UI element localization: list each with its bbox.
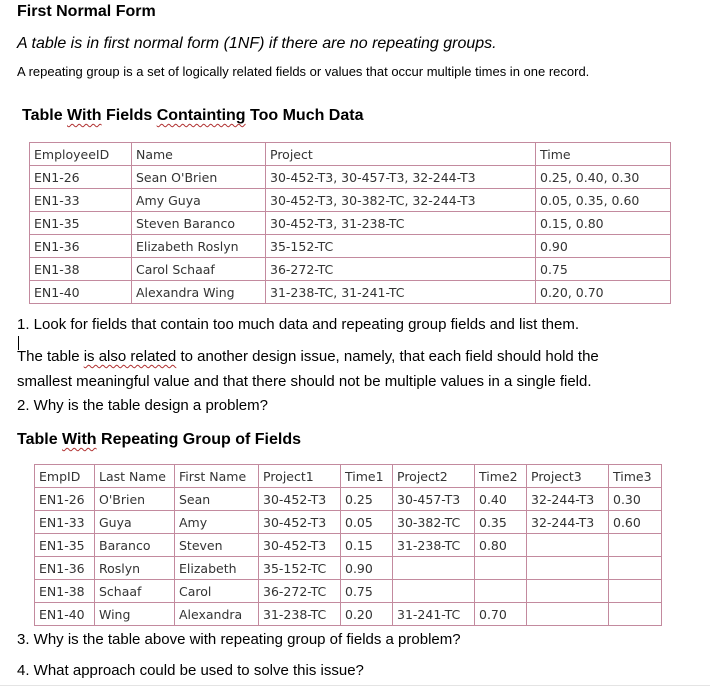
table-cell: 36-272-TC [259, 580, 341, 603]
page-edge-divider [0, 685, 710, 686]
table-header-cell: Time [536, 143, 671, 166]
table-cell: 0.75 [341, 580, 393, 603]
table-row [35, 488, 662, 511]
table-cell: EN1-38 [30, 258, 132, 281]
table-cell [609, 534, 662, 557]
table-header-cell: Project2 [393, 465, 475, 488]
employee-projects-table [29, 142, 671, 304]
table-row [35, 557, 662, 580]
table-cell: 30-452-T3 [259, 488, 341, 511]
table-cell [527, 557, 609, 580]
table-row [30, 189, 671, 212]
table-cell: Steven Baranco [132, 212, 266, 235]
table-cell [609, 557, 662, 580]
table-cell: EN1-33 [30, 189, 132, 212]
table-cell: 31-241-TC [393, 603, 475, 626]
table-cell: 0.15 [341, 534, 393, 557]
table-row [30, 281, 671, 304]
table-cell: Carol Schaaf [132, 258, 266, 281]
table-cell [475, 580, 527, 603]
table-cell: 0.75 [536, 258, 671, 281]
table-header-cell: EmpID [35, 465, 95, 488]
table-cell: 0.70 [475, 603, 527, 626]
heading-text: Table [17, 431, 63, 448]
table-cell: Wing [95, 603, 175, 626]
table-cell: Roslyn [95, 557, 175, 580]
table-header-cell: Project1 [259, 465, 341, 488]
table-header-cell: EmployeeID [30, 143, 132, 166]
repeating-group-table [34, 464, 662, 626]
table-cell: 30-452-T3 [259, 511, 341, 534]
table-header-row [35, 465, 662, 488]
table-cell: 30-457-T3 [393, 488, 475, 511]
heading-text: Repeating Group of Fields [96, 431, 302, 448]
table-cell: Elizabeth Roslyn [132, 235, 266, 258]
table-cell: 30-452-T3, 30-457-T3, 32-244-T3 [266, 166, 536, 189]
heading-text: Fields [101, 107, 157, 124]
table-cell: 0.05 [341, 511, 393, 534]
table-cell: 35-152-TC [266, 235, 536, 258]
page-title: First Normal Form [17, 3, 156, 20]
question-4: 4. What approach could be used to solve this issue? [17, 662, 364, 679]
grammar-flag: is also related [83, 348, 177, 365]
table-cell: EN1-40 [30, 281, 132, 304]
misspelled-word: With [67, 107, 102, 124]
table-cell: 0.40 [475, 488, 527, 511]
table-cell: Alexandra [175, 603, 259, 626]
table-cell [393, 557, 475, 580]
section-heading-too-much-data [22, 107, 363, 125]
table-cell: Schaaf [95, 580, 175, 603]
table-cell: EN1-26 [30, 166, 132, 189]
table-header-cell: Project3 [527, 465, 609, 488]
repeating-group-definition: A repeating group is a set of logically related fields or values that occur multiple times in one record. [17, 64, 590, 79]
table-cell [527, 580, 609, 603]
misspelled-word: With [62, 431, 97, 448]
table-cell: EN1-33 [35, 511, 95, 534]
table-cell: Sean O'Brien [132, 166, 266, 189]
table-cell: Alexandra Wing [132, 281, 266, 304]
table-cell: Baranco [95, 534, 175, 557]
table-cell: 0.25, 0.40, 0.30 [536, 166, 671, 189]
paragraph-line-1 [17, 348, 599, 365]
table-cell: 31-238-TC [393, 534, 475, 557]
heading-text: Too Much Data [245, 107, 364, 124]
table-header-cell: Last Name [95, 465, 175, 488]
table-cell: 0.90 [341, 557, 393, 580]
table-cell: O'Brien [95, 488, 175, 511]
table-cell: Steven [175, 534, 259, 557]
paragraph-text: to another design issue, namely, that each field should hold the [176, 348, 599, 365]
paragraph-line-2: smallest meaningful value and that there should not be multiple values in a single field. [17, 373, 592, 390]
table-header-cell: Time2 [475, 465, 527, 488]
heading-text: Table [22, 107, 68, 124]
table-cell: 30-452-T3, 31-238-TC [266, 212, 536, 235]
table-row [30, 212, 671, 235]
table-cell: 30-382-TC [393, 511, 475, 534]
table-row [30, 258, 671, 281]
table-cell: 30-452-T3 [259, 534, 341, 557]
table-cell: EN1-26 [35, 488, 95, 511]
question-1: 1. Look for fields that contain too much data and repeating group fields and list them. [17, 316, 580, 333]
table-cell: 32-244-T3 [527, 511, 609, 534]
definition-text: A table is in first normal form (1NF) if there are no repeating groups. [17, 35, 497, 52]
table-row [30, 235, 671, 258]
table-cell: EN1-38 [35, 580, 95, 603]
table-cell: EN1-36 [35, 557, 95, 580]
table-cell: Amy Guya [132, 189, 266, 212]
table-cell: 35-152-TC [259, 557, 341, 580]
table-cell: 0.30 [609, 488, 662, 511]
table-cell [393, 580, 475, 603]
table-cell [475, 557, 527, 580]
table-cell [609, 580, 662, 603]
table-cell: 31-238-TC, 31-241-TC [266, 281, 536, 304]
table-row [30, 166, 671, 189]
table-cell: 0.80 [475, 534, 527, 557]
table-cell: 0.20, 0.70 [536, 281, 671, 304]
table-cell: EN1-36 [30, 235, 132, 258]
table-cell: 0.05, 0.35, 0.60 [536, 189, 671, 212]
table-cell [527, 603, 609, 626]
table-cell: EN1-35 [30, 212, 132, 235]
table-header-cell: Time1 [341, 465, 393, 488]
misspelled-word: Containting [156, 107, 246, 124]
table-cell: Guya [95, 511, 175, 534]
table-cell: 0.60 [609, 511, 662, 534]
table-row [35, 511, 662, 534]
question-3: 3. Why is the table above with repeating group of fields a problem? [17, 631, 461, 648]
table-cell: EN1-40 [35, 603, 95, 626]
table-cell: 31-238-TC [259, 603, 341, 626]
table-row [35, 580, 662, 603]
table-cell: 36-272-TC [266, 258, 536, 281]
table-header-row [30, 143, 671, 166]
table-header-cell: Project [266, 143, 536, 166]
section-heading-repeating-group [17, 431, 301, 449]
table-cell [527, 534, 609, 557]
table-cell: 32-244-T3 [527, 488, 609, 511]
table-cell [609, 603, 662, 626]
table-cell: 0.20 [341, 603, 393, 626]
table-header-cell: Time3 [609, 465, 662, 488]
table-cell: 0.25 [341, 488, 393, 511]
table-cell: 30-452-T3, 30-382-TC, 32-244-T3 [266, 189, 536, 212]
table-cell: 0.15, 0.80 [536, 212, 671, 235]
paragraph-text: The table [17, 348, 84, 365]
table-cell: Amy [175, 511, 259, 534]
table-header-cell: Name [132, 143, 266, 166]
table-row [35, 534, 662, 557]
table-cell: Elizabeth [175, 557, 259, 580]
table-cell: 0.90 [536, 235, 671, 258]
table-cell: 0.35 [475, 511, 527, 534]
table-cell: EN1-35 [35, 534, 95, 557]
table-cell: Sean [175, 488, 259, 511]
table-header-cell: First Name [175, 465, 259, 488]
table-row [35, 603, 662, 626]
question-2: 2. Why is the table design a problem? [17, 397, 268, 414]
table-cell: Carol [175, 580, 259, 603]
